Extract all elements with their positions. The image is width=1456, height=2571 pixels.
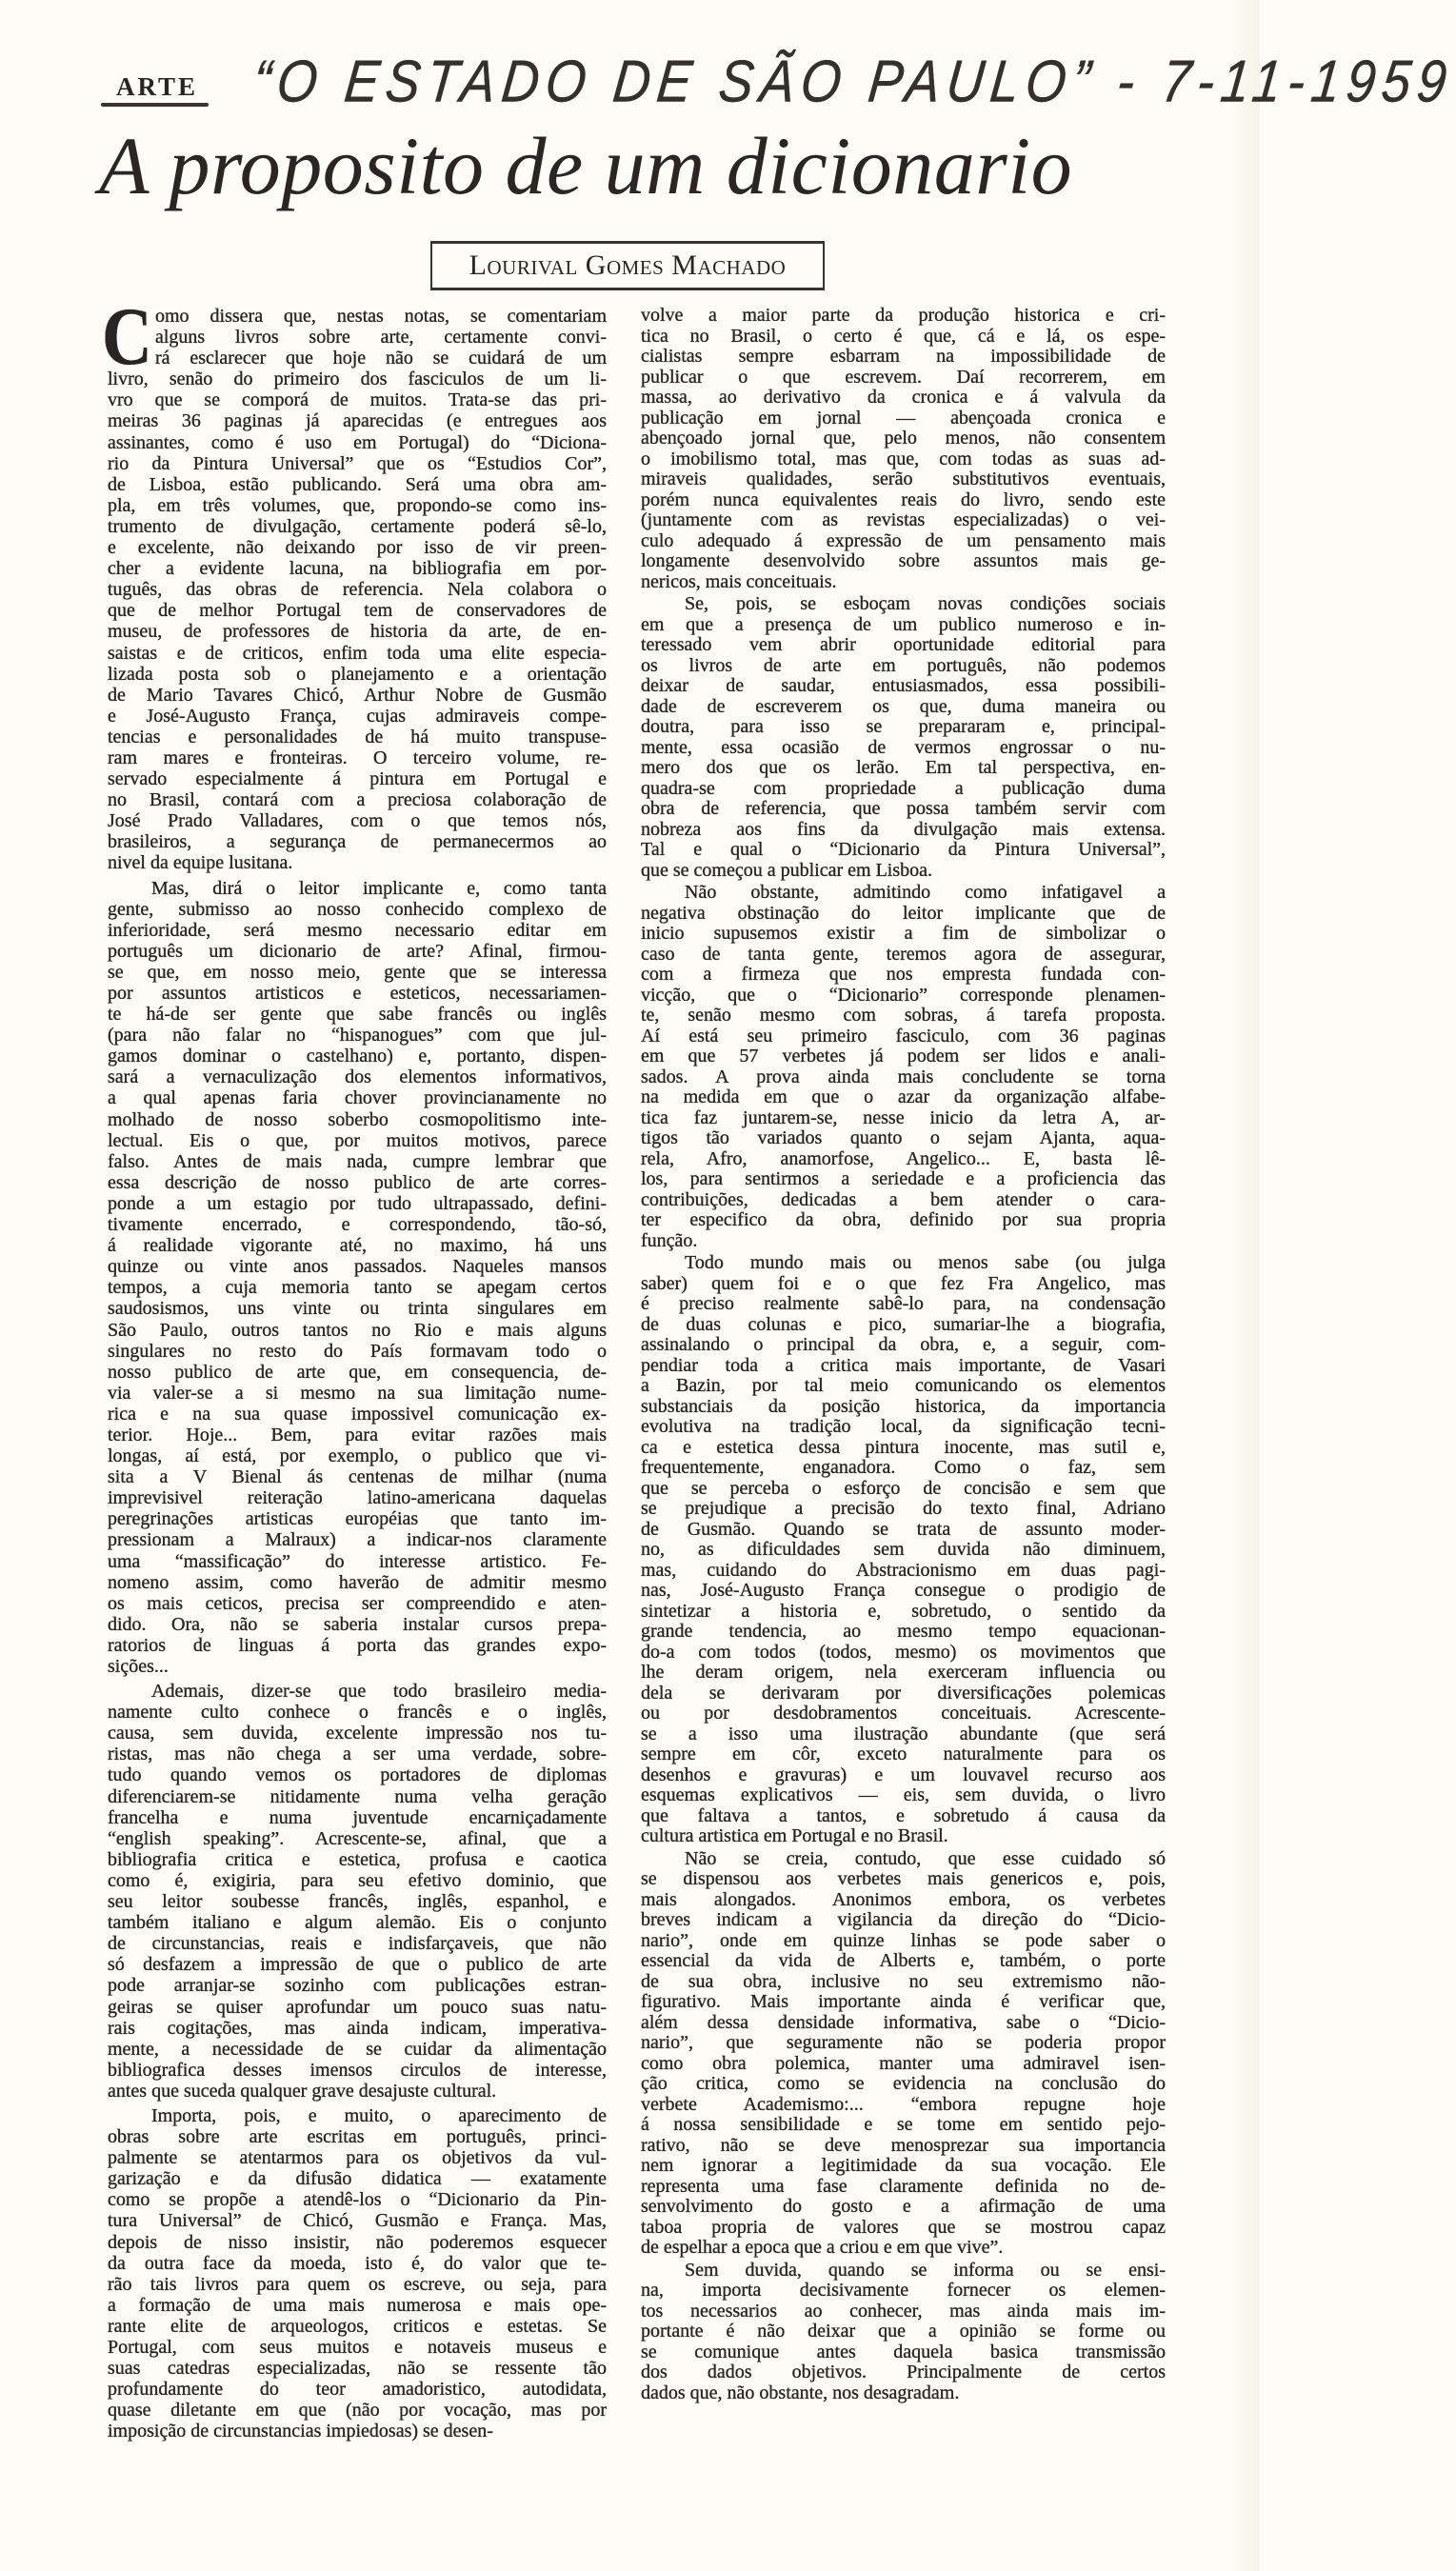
text-line: Ademais, dizer-se que todo brasileiro media- [151, 1681, 607, 1703]
text-line: terior. Hoje... Bem, para evitar razões mais [108, 1424, 607, 1445]
section-underline [101, 103, 209, 107]
text-line: esquemas explicativos — eis, sem duvida, o livro [641, 1784, 1166, 1805]
text-line: museu, de professores de historia da arte, de en- [108, 621, 607, 643]
text-line: desenhos e gravuras) e um louvavel recurso aos [641, 1764, 1166, 1785]
article-paragraph [641, 883, 1166, 1251]
text-line: de Gusmão. Quando se trata de assunto moder- [641, 1518, 1166, 1540]
text-line: livro, senão do primeiro dos fasciculos de um li- [108, 369, 607, 390]
text-line: sintetizar a historia e, sobretudo, o sentido da [641, 1600, 1166, 1622]
text-line: que se perceba o esforço de concisão e sem que [641, 1477, 1166, 1499]
text-line: profundamente do teor amadoristico, autodidata, [108, 2379, 607, 2401]
text-line: essa descrição de nosso publico de arte corres- [108, 1171, 607, 1193]
text-line: nario”, onde em quinze linhas se pode saber o [641, 1929, 1166, 1951]
text-line: de Lisboa, estão publicando. Será uma obra am- [108, 473, 607, 495]
text-line: (juntamente com as revistas especializadas) o vei- [641, 509, 1166, 530]
text-line: (para não falar no “hispanogues” com que jul- [108, 1025, 607, 1046]
text-line: na, importa decisivamente fornecer os elemen- [641, 2280, 1166, 2301]
text-line: em que a presença de um publico numeroso e in- [641, 613, 1166, 635]
text-line: porém nunca equivalentes reais do livro, sendo este [641, 488, 1166, 510]
text-line: quase diletante em que (não por vocação, mas por [108, 2400, 607, 2422]
text-line: nem ignorar a legitimidade da sua vocação. Ele [641, 2155, 1166, 2176]
author-name: Lourival Gomes Machado [469, 249, 787, 281]
text-line: cultura artistica em Portugal e no Brasil. [641, 1825, 948, 1846]
text-line: lizada posta sob o planejamento e a orientação [108, 663, 607, 685]
text-line: mente, essa ocasião de vermos engrossar o nu- [641, 736, 1166, 758]
text-line: no, as dificuldades sem duvida não diminuem, [641, 1539, 1166, 1560]
text-line: peregrinações artisticas européias que tanto im- [108, 1508, 607, 1530]
text-line: também italiano e algum alemão. Eis o conjunto [108, 1912, 607, 1934]
text-line: como obra polemica, manter uma admiravel isen- [641, 2052, 1166, 2074]
text-line: garização e da difusão didatica — exatamente [108, 2168, 607, 2190]
text-line: longamente desenvolvido sobre assuntos mais ge- [641, 550, 1166, 571]
paper-edge [1227, 0, 1260, 2571]
text-line: senvolvimento do gosto e a afirmação de uma [641, 2196, 1166, 2217]
text-line: só desfazem a impressão de que o publico de arte [108, 1954, 607, 1976]
text-line: sados. A prova ainda mais concludente se torna [641, 1066, 1166, 1087]
text-line: longas, aí está, por exemplo, o publico que vi- [108, 1445, 607, 1467]
text-line: mero dos que os lerão. Em tal perspectiva, en- [641, 757, 1166, 778]
text-line: e excelente, não deixando por isso de vir preen- [108, 537, 607, 559]
article-paragraph [641, 2261, 1166, 2404]
text-line: ca e estetica dessa pintura inocente, mas sutil e, [641, 1436, 1166, 1458]
text-line: suas catedras especializadas, não se ressente tão [108, 2358, 607, 2380]
text-line: da outra face da moeda, isto é, do valor que te- [108, 2252, 607, 2274]
text-line: São Paulo, outros tantos no Rio e mais alguns [108, 1319, 607, 1341]
article-paragraph [108, 2105, 607, 2442]
text-line: se a isso uma ilustração abundante (que será [641, 1723, 1166, 1744]
text-line: pla, em três volumes, que, propondo-se como ins- [108, 494, 607, 516]
text-line: bibliografica desses imensos circulos de interesse, [108, 2059, 607, 2081]
text-line: além dessa densidade informativa, sabe o “Dicio- [641, 2011, 1166, 2033]
text-line: los, para sentirmos a seriedade e a proficiencia das [641, 1168, 1166, 1189]
text-line: tura Universal” de Chicó, Gusmão e França. Mas, [108, 2210, 607, 2232]
text-line: dade de escreverem os que, duma maneira ou [641, 695, 1166, 717]
text-line: Mas, dirá o leitor implicante e, como tanta [151, 877, 607, 899]
text-line: por assuntos artisticos e esteticos, necessariamen- [108, 983, 607, 1004]
article-paragraph [641, 306, 1166, 592]
byline-box [430, 241, 825, 290]
text-line: pode arranjar-se sozinho com publicações estran- [108, 1975, 607, 1997]
text-line: e José-Augusto França, cujas admiraveis compe- [108, 705, 607, 727]
text-line: portante é não deixar que a opinião se forme ou [641, 2321, 1166, 2342]
article-paragraph [641, 1253, 1166, 1847]
text-line: antes que suceda qualquer grave desajuste cultural. [108, 2080, 497, 2102]
text-line: obras sobre arte escritas em português, princi- [108, 2126, 607, 2148]
text-line: português um dicionario de arte? Afinal, firmou- [108, 940, 607, 962]
text-line: quadra-se com propriedade a publicação duma [641, 777, 1166, 799]
text-line: rativo, não se deve menosprezar sua importancia [641, 2134, 1166, 2156]
text-line: volve a maior parte da produção historica e cri- [641, 305, 1166, 326]
article-paragraph [108, 1681, 607, 2102]
text-line: mais alongados. Anonimos embora, os verbetes [641, 1888, 1166, 1910]
text-line: ratorios de linguas á porta das grandes expo- [108, 1634, 607, 1656]
text-line: inferioridade, será mesmo necessario editar em [108, 919, 607, 941]
text-line: te, senão mesmo com sobras, á tarefa proposta. [641, 1005, 1166, 1026]
text-line: sempre em côr, exceto naturalmente para os [641, 1744, 1166, 1764]
text-line: sições... [108, 1656, 169, 1677]
text-line: negativa obstinação do leitor implicante que de [641, 902, 1166, 924]
text-line: taboa propria de valores que se mostrou capaz [641, 2216, 1166, 2238]
text-line: ou por desdobramentos conceituais. Acrescente- [641, 1703, 1166, 1724]
text-line: em que 57 verbetes já podem ser lidos e anali- [641, 1046, 1166, 1066]
text-line: tos necessarios ao conhecer, mas ainda mais im- [641, 2300, 1166, 2322]
text-line: meiras 36 paginas já aparecidas (e entregues aos [108, 410, 607, 432]
text-line: os mais ceticos, precisa ser compreendido e aten- [108, 1592, 607, 1614]
text-line: teressado vem abrir oportunidade editorial para [641, 634, 1166, 655]
text-line: lectual. Eis o que, por muitos motivos, parece [108, 1129, 607, 1151]
text-line: via valer-se a si mesmo na sua limitação nume- [108, 1382, 607, 1404]
text-line: assinalando o principal da obra, e, a seguir, com- [641, 1334, 1166, 1355]
text-line: rais cogitações, mas ainda indicam, imperativa- [108, 2017, 607, 2039]
drop-cap: C [102, 290, 152, 382]
text-line: uma “massificação” do interesse artistico. Fe- [108, 1550, 607, 1572]
text-line: abençoado jornal que, pelo menos, não consentem [641, 428, 1166, 448]
text-line: pressionam a Malraux) a indicar-nos claramente [108, 1529, 607, 1551]
text-line: rio da Pintura Universal” que os “Estudios Cor”, [108, 452, 607, 474]
text-line: doutra, para isso se prepararam e, principal- [641, 716, 1166, 737]
text-line: tivamente encerrado, e correspondendo, tão-só, [108, 1214, 607, 1236]
text-line: nosso publico de arte que, em consequencia, de- [108, 1361, 607, 1383]
text-line: imprevisivel reiteração latino-americana daquelas [108, 1487, 607, 1509]
text-line: imposição de circunstancias impiedosas) se desen- [108, 2421, 493, 2442]
text-line: brasileiros, a segurança de permanecermos ao [108, 831, 607, 853]
text-line: nomeno assim, como haverão de admitir mesmo [108, 1571, 607, 1593]
text-line: nericos, mais conceituais. [641, 570, 837, 592]
text-line: Não obstante, admitindo como infatigavel a [685, 882, 1166, 903]
text-line: se dispensou aos verbetes mais genericos e, pois, [641, 1868, 1166, 1889]
text-line: que se começou a publicar em Lisboa. [641, 859, 932, 881]
text-line: sará a vernaculização dos elementos informativos, [108, 1066, 607, 1088]
text-line: tempos, a cuja memoria tanto se apegam certos [108, 1277, 607, 1299]
text-line: função. [641, 1229, 698, 1251]
text-line: publicar o que escrevem. Daí recorrerem, em [641, 366, 1166, 388]
text-line: culo adequado á expressão de um pensamento mais [641, 529, 1166, 551]
text-line: falso. Antes de mais nada, cumpre lembrar que [108, 1150, 607, 1172]
text-line: dos dados objetivos. Principalmente de certos [641, 2362, 1166, 2382]
text-line: figurativo. Mais importante ainda é verificar que, [641, 1991, 1166, 2012]
text-line: obra de referencia, que possa também servir com [641, 798, 1166, 819]
text-line: ter especifico da obra, definido por sua propria [641, 1209, 1166, 1230]
text-line: verbete Academismo:... “embora repugne hoje [641, 2093, 1166, 2115]
text-line: tigos tão variados quanto o sejam Ajanta, aqua- [641, 1127, 1166, 1148]
text-line: dela se derivaram por diversificações polemicas [641, 1682, 1166, 1704]
text-line: Portugal, com seus muitos e notaveis museus e [108, 2337, 607, 2358]
text-line: rão tais livros para quem os escreve, ou seja, para [108, 2273, 607, 2295]
text-line: tencias e personalidades de há muito transpuse- [108, 726, 607, 747]
article-paragraph [641, 594, 1166, 881]
text-line: massa, ao derivativo da cronica e á valvula da [641, 387, 1166, 408]
text-line: se prejudique a precisão do texto final, Adriano [641, 1498, 1166, 1519]
text-line: rica e na sua quase impossivel comunicação ex- [108, 1403, 607, 1425]
text-line: alguns livros sobre arte, certamente convi- [155, 327, 607, 349]
text-line: a qual apenas faria chover provincianamente no [108, 1087, 607, 1109]
text-line: dido. Ora, não se saberia instalar cursos prepa- [108, 1613, 607, 1635]
text-line: a Bazin, por tal meio comunicando os elementos [641, 1375, 1166, 1396]
article-paragraph [102, 290, 607, 874]
text-line: como é, exigiria, para seu efetivo dominio, que [108, 1869, 607, 1891]
text-line: rela, Afro, anamorfose, Angelico... E, basta lê- [641, 1147, 1166, 1169]
text-line: publicação em jornal — abençoada cronica e [641, 407, 1166, 428]
text-line: te há-de ser gente que sabe francês ou inglês [108, 1004, 607, 1026]
text-line: na medida em que o azar da organização alfabe- [641, 1086, 1166, 1107]
text-line: Importa, pois, e muito, o aparecimento de [151, 2104, 607, 2126]
text-line: gente, submisso ao nosso conhecido complexo de [108, 898, 607, 920]
text-line: caso de tanta gente, teremos agora de assegurar, [641, 943, 1166, 965]
text-line: como se propõe a atendê-los o “Dicionario da Pin- [108, 2189, 607, 2211]
text-line: a formação de uma mais numerosa e mais ope- [108, 2294, 607, 2316]
text-line: de duas colunas e pico, sumariar-lhe a biografia, [641, 1313, 1166, 1335]
text-line: frequentemente, enganadora. Como o faz, sem [641, 1457, 1166, 1478]
text-line: os livros de arte em português, não podemos [641, 654, 1166, 676]
text-line: tica faz juntarem-se, nesse inicio da letra A, ar- [641, 1106, 1166, 1128]
text-line: de sua obra, inclusive no seu extremismo não- [641, 1970, 1166, 1992]
text-line: ponde a um estagio por tudo ultrapassado, defini- [108, 1192, 607, 1214]
text-line: lhe deram origem, nela exerceram influencia ou [641, 1662, 1166, 1683]
text-line: ção critica, como se evidencia na conclusão do [641, 2073, 1166, 2094]
text-line: breves indicam a vigilancia da direção do “Dicio- [641, 1909, 1166, 1930]
text-line: evolutiva na tradição local, da significação tecni- [641, 1416, 1166, 1437]
text-line: á realidade vigorante até, no maximo, há uns [108, 1235, 607, 1257]
text-line: de Mario Tavares Chicó, Arthur Nobre de Gusmão [108, 684, 607, 706]
text-line: trumento de divulgação, certamente poderá sê-lo, [108, 515, 607, 537]
text-line: grande tendencia, ao mesmo tempo equacionan- [641, 1621, 1166, 1642]
section-label: ARTE [116, 72, 199, 101]
article-title: A proposito de um dicionario [99, 120, 1073, 211]
text-line: miraveis qualidades, serão substitutivos eventuais, [641, 468, 1166, 489]
text-line: seu leitor soubesse francês, inglês, espanhol, e [108, 1891, 607, 1913]
text-line: bibliografia critica e estetica, profusa e caotica [108, 1848, 607, 1870]
text-line: saudosismos, uns vinte ou trinta singulares em [108, 1298, 607, 1320]
text-line: que de melhor Portugal tem de conservadores de [108, 600, 607, 622]
text-line: com a firmeza que nos empresta fundada con- [641, 964, 1166, 985]
text-line: nas, José-Augusto França consegue o prodigio de [641, 1580, 1166, 1601]
text-line: singulares no resto do País formavam todo o [108, 1340, 607, 1362]
text-line: nivel da equipe lusitana. [108, 852, 293, 874]
text-line: mas, cuidando do Abstracionismo em duas pagi- [641, 1559, 1166, 1581]
text-line: se comunique antes daquela basica transmissão [641, 2341, 1166, 2362]
text-line: José Prado Valladares, com o que temos nós, [108, 810, 607, 832]
text-line: omo dissera que, nestas notas, se comentariam [155, 306, 607, 327]
text-line: “english speaking”. Acrescente-se, afinal, que a [108, 1827, 607, 1849]
text-line: servado especialmente á pintura em Portugal e [108, 768, 607, 790]
text-line: cialistas sempre esbarram na impossibilidade de [641, 346, 1166, 367]
text-line: vro que se comporá de muitos. Trata-se das pri- [108, 389, 607, 411]
article-paragraph [108, 878, 607, 1678]
text-line: contribuições, dedicadas a bem atender o cara- [641, 1188, 1166, 1210]
text-line: depois de nisso insistir, não poderemos esquecer [108, 2231, 607, 2253]
text-line: nario”, que seguramente não se poderia propor [641, 2032, 1166, 2053]
text-line: o imobilismo total, mas que, com todas as suas ad- [641, 448, 1166, 469]
text-line: é preciso realmente sabê-lo para, na condensação [641, 1293, 1166, 1314]
text-line: substanciais da posição historica, da importancia [641, 1395, 1166, 1417]
text-line: Se, pois, se esboçam novas condições sociais [685, 593, 1166, 614]
text-line: assinantes, como é uso em Portugal) do “Diciona- [108, 431, 607, 453]
text-line: Não se creia, contudo, que esse cuidado só [685, 1847, 1166, 1869]
text-line: se que, em nosso meio, gente que se interessa [108, 961, 607, 983]
text-line: nobreza aos fins da divulgação mais extensa. [641, 818, 1166, 840]
text-line: saistas e de criticos, enfim toda uma elite especia- [108, 642, 607, 664]
text-line: saber) quem foi e o que fez Fra Angelico, mas [641, 1272, 1166, 1294]
article-column-left [102, 290, 607, 2445]
text-line: representa uma fase claramente definida no de- [641, 2175, 1166, 2197]
text-line: inicio supusemos existir a fim de simbolizar o [641, 923, 1166, 944]
text-line: molhado de nosso soberbo cosmopolitismo inte- [108, 1108, 607, 1130]
text-line: essencial da vida de Alberts e, também, o porte [641, 1950, 1166, 1971]
text-line: palmente se atentarmos para os objetivos da vul- [108, 2147, 607, 2169]
text-line: que faltava a tantos, e sobretudo á causa da [641, 1804, 1166, 1826]
text-line: Todo mundo mais ou menos sabe (ou julga [685, 1252, 1166, 1273]
text-line: á nossa sensibilidade e se tome em sentido pejo- [641, 2114, 1166, 2135]
text-line: tuguês, das obras de referencia. Nela colabora o [108, 579, 607, 601]
text-line: tudo quando vemos os portadores de diplomas [108, 1764, 607, 1786]
text-line: pendiar toda a critica mais importante, de Vasari [641, 1354, 1166, 1376]
text-line: Sem duvida, quando se informa ou se ensi- [685, 2259, 1166, 2281]
text-line: geiras se quiser aprofundar um pouco suas natu- [108, 1996, 607, 2018]
text-line: ram mares e fronteiras. O terceiro volume, re- [108, 747, 607, 768]
handwritten-source-note: “O ESTADO DE SÃO PAULO” - 7-11-1959 [249, 49, 1456, 115]
text-line: do-a com todos (todos, mesmo) os movimentos que [641, 1641, 1166, 1663]
text-line: namente culto conhece o francês e o inglês, [108, 1702, 607, 1724]
text-line: causa, sem duvida, excelente impressão nos tu- [108, 1723, 607, 1744]
text-line: quinze ou vinte anos passados. Naqueles mansos [108, 1256, 607, 1278]
text-line: de espelhar a epoca que a criou e em que vive”. [641, 2237, 1004, 2258]
article-column-right [641, 306, 1166, 2405]
text-line: gamos dominar o castelhano) e, portanto, dispen- [108, 1046, 607, 1067]
text-line: sita a V Bienal ás centenas de milhar (numa [108, 1466, 607, 1488]
text-line: rá esclarecer que hoje não se cuidará de um [155, 348, 607, 369]
text-line: rante elite de arqueologos, criticos e estetas. Se [108, 2315, 607, 2337]
text-line: deixar de saudar, entusiasmados, essa possibili- [641, 675, 1166, 696]
text-line: de circunstancias, reais e indisfarçaveis, que não [108, 1933, 607, 1955]
text-line: ristas, mas não chega a ser uma verdade, sobre- [108, 1744, 607, 1765]
text-line: cher a evidente lacuna, na bibliografia em por- [108, 558, 607, 580]
article-paragraph [641, 1849, 1166, 2259]
text-line: francelha e numa juventude encarniçadamente [108, 1806, 607, 1828]
text-line: vicção, que o “Dicionario” corresponde plenamen- [641, 984, 1166, 1006]
text-line: Aí está seu primeiro fasciculo, com 36 paginas [641, 1025, 1166, 1046]
text-line: dados que, não obstante, nos desagradam. [641, 2382, 960, 2403]
text-line: no Brasil, contará com a preciosa colaboração de [108, 789, 607, 811]
text-line: mente, a necessidade de se cuidar da alimentação [108, 2038, 607, 2060]
text-line: Tal e qual o “Dicionario da Pintura Universal”, [641, 839, 1166, 860]
text-line: diferenciarem-se nitidamente numa velha geração [108, 1785, 607, 1807]
text-line: tica no Brasil, o certo é que, cá e lá, os espe- [641, 325, 1166, 347]
